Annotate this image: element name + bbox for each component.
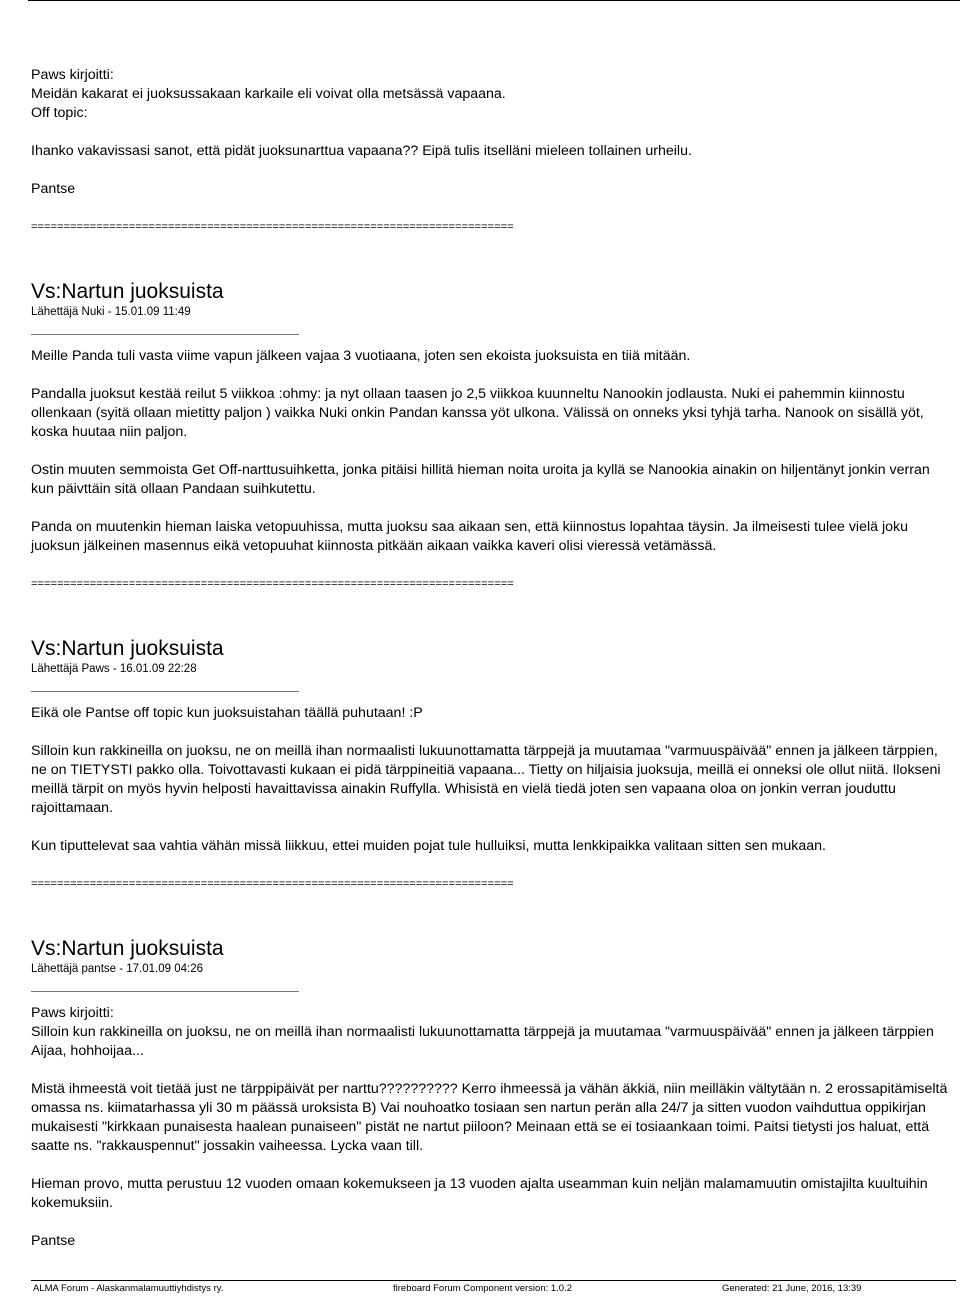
post-separator: ========================================================================== [31, 878, 514, 890]
signature: Pantse [31, 1233, 76, 1249]
post-title: Vs:Nartun juoksuista [31, 937, 224, 960]
post-paragraph: Panda on muutenkin hieman laiska vetopuuhissa, mutta juoksu saa aikaan sen, että kiinnostus lopahtaa täysin. Ja ilmeisesti tulee vielä joku juoksun jälkeinen masennus eikä vetopuuhat kiinnosta pitkään aikaan vaikka kaveri olisi vieressä vetämässä. [31, 519, 908, 554]
post-header-rule [31, 991, 299, 992]
post-paragraph: Mistä ihmeestä voit tietää just ne tärppipäivät per narttu?????????? Kerro ihmeessä ja vähän äkkiä, niin meilläkin vältytään n. 2 erossapitämiseltä omassa ns. kiimatarhassa yli 30 m päässä uroksista B) Vai nouhoatko tosiaan sen nartun perän alla 24/7 ja sitten vuodon vaihduttua oppikirjan mukaisesti "kirkkaan punaisesta haalean punaiseen" pistät ne nartut piiloon? Meinaan että se ei tosiaankaan toimi. Paitsi tietysti jos haluat, että saatte ns. "rakkauspennut" jossakin vaiheessa. Lycka vaan till. [31, 1081, 948, 1154]
quote-text: Silloin kun rakkineilla on juoksu, ne on meillä ihan normaalisti lukuunottamatta tärppejä ja muutamaa "varmuuspäivää" ennen ja jälkeen tärppien [31, 1024, 934, 1040]
intro-post [31, 66, 956, 199]
post-header-rule [31, 691, 299, 692]
post-paragraph: Meille Panda tuli vasta viime vapun jälkeen vajaa 3 vuotiaana, joten sen ekoista juoksuista en tiiä mitään. [31, 348, 691, 364]
footer-rule [31, 1280, 956, 1281]
post-paragraph: Kun tiputtelevat saa vahtia vähän missä liikkuu, ettei muiden pojat tule hulluiksi, mutta lenkkipaikka valitaan sitten sen mukaan. [31, 838, 826, 854]
signature: Pantse [31, 181, 76, 197]
forum-thread [31, 66, 956, 1251]
reply-text: Ihanko vakavissasi sanot, että pidät juoksunarttua vapaana?? Eipä tulis itselläni mieleen tollainen urheilu. [31, 143, 692, 159]
post-paragraph: Hieman provo, mutta perustuu 12 vuoden omaan kokemukseen ja 13 vuoden ajalta useamman kuin neljän malamamuutin omistajilta kuultuihin kokemuksiin. [31, 1176, 928, 1211]
post-title: Vs:Nartun juoksuista [31, 280, 224, 303]
post-separator: ========================================================================== [31, 221, 514, 233]
quote-line: Off topic: [31, 105, 88, 121]
quote-reply: Aijaa, hohhoijaa... [31, 1043, 144, 1059]
footer-site-name: ALMA Forum - Alaskanmalamuuttiyhdistys ry. [33, 1283, 224, 1294]
quote-author: Paws kirjoitti: [31, 1005, 114, 1021]
forum-post [31, 636, 956, 856]
post-header-rule [31, 334, 299, 335]
page-top-border [28, 0, 960, 1]
quote-author: Paws kirjoitti: [31, 67, 114, 83]
quote-line: Meidän kakarat ei juoksussakaan karkaile eli voivat olla metsässä vapaana. [31, 86, 506, 102]
forum-post [31, 279, 956, 556]
post-separator: ========================================================================== [31, 578, 514, 590]
post-paragraph: Eikä ole Pantse off topic kun juoksuistahan täällä puhutaan! :P [31, 705, 423, 721]
forum-post [31, 936, 956, 1251]
footer-component-version: fireboard Forum Component version: 1.0.2 [393, 1283, 573, 1294]
footer-generated-date: Generated: 21 June, 2016, 13:39 [722, 1283, 862, 1294]
post-meta: Lähettäjä Nuki - 15.01.09 11:49 [31, 306, 191, 318]
post-title: Vs:Nartun juoksuista [31, 637, 224, 660]
post-meta: Lähettäjä pantse - 17.01.09 04:26 [31, 963, 204, 975]
post-paragraph: Pandalla juoksut kestää reilut 5 viikkoa :ohmy: ja nyt ollaan taasen jo 2,5 viikkoa kuunneltu Nanookin jodlausta. Nuki ei pahemmin kiinnostu ollenkaan (syitä ollaan mietitty paljon ) vaikka Nuki onkin Pandan kanssa yöt ulkona. Välissä on onneks yksi tyhjä tarha. Nanook on sisällä yöt, koska huutaa niin paljon. [31, 386, 924, 440]
post-meta: Lähettäjä Paws - 16.01.09 22:28 [31, 663, 197, 675]
post-paragraph: Silloin kun rakkineilla on juoksu, ne on meillä ihan normaalisti lukuunottamatta tärppejä ja muutamaa "varmuuspäivää" ennen ja jälkeen tärppien, ne on TIETYSTI pakko olla. Toivottavasti kukaan ei pidä tärppineitiä vapaana... Tietty on hiljaisia juoksuja, meillä ei onneksi ole ollut niitä. Ilokseni meillä tärpit on myös hyvin helposti havaittavissa ainakin Ruffylla. Whisistä en vielä tiedä joten sen vapaana oloa on jonkin verran jouduttu rajoittamaan. [31, 743, 941, 816]
post-paragraph: Ostin muuten semmoista Get Off-narttusuihketta, jonka pitäisi hillitä hieman noita uroita ja kyllä se Nanookia ainakin on hiljentänyt jonkin verran kun päivttäin sitä ollaan Pandaan suihkutettu. [31, 462, 930, 497]
